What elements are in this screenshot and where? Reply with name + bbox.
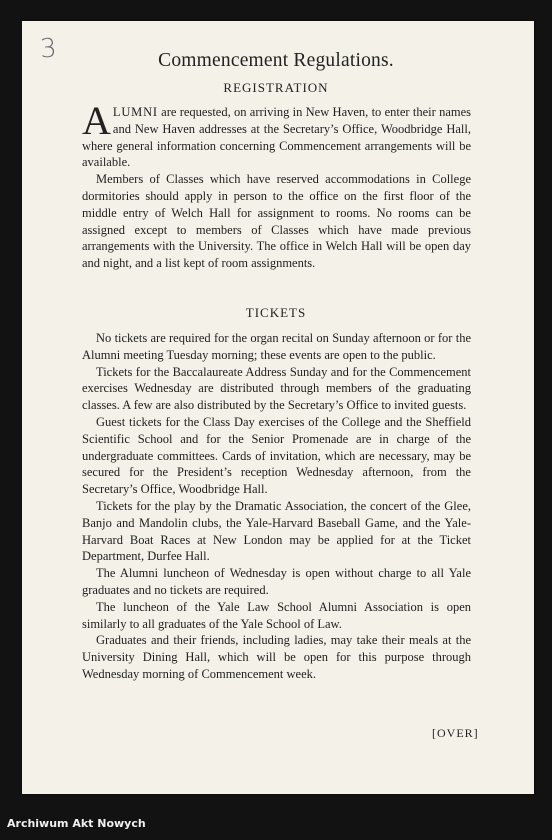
archive-footer [0,806,552,840]
registration-paragraph-1-text: are requested, on arriving in New Haven, to enter their names and New Haven addresses at the Secretary’s Office, Woodbridge Hall, where general information concerning Commencement arrangements will be available. [82,105,471,170]
tickets-paragraph: Tickets for the play by the Dramatic Association, the concert of the Glee, Banjo and Mandolin clubs, the Yale-Harvard Baseball Game, and the Yale-Harvard Boat Races at New London may be applied for at the Ticket Department, Durfee Hall. [82,498,471,564]
registration-paragraph-2: Members of Classes which have reserved accommodations in College dormitories should apply in person to the office on the first floor of the middle entry of Welch Hall for assignment to rooms. No rooms can be assigned except to members of Classes which have made previous arrangements with the University. The office in Welch Hall will be open day and night, and a list kept of room assignments. [82,172,471,271]
tickets-paragraph: Guest tickets for the Class Day exercises of the College and the Sheffield Scientific School and for the Senior Promenade are in charge of the undergraduate committees. Cards of invitation, which are necessary, may be secured for the President’s reception Wednesday afternoon, from the Secretary’s Office, Woodbridge Hall. [82,414,471,497]
page-title: Commencement Regulations. [158,50,394,71]
drop-cap: A [82,98,111,143]
tickets-paragraph: No tickets are required for the organ recital on Sunday afternoon or for the Alumni meeting Tuesday morning; these events are open to the public. [82,331,471,362]
archive-label: Archiwum Akt Nowych [7,817,146,830]
registration-heading: REGISTRATION [223,80,329,95]
tickets-paragraph: Tickets for the Baccalaureate Address Sunday and for the Commencement exercises Wednesday are distributed through members of the graduating classes. A few are also distributed by the Secretary’s Office to invited guests. [82,364,471,413]
tickets-paragraph: The luncheon of the Yale Law School Alumni Association is open similarly to all graduates of the Yale School of Law. [82,599,471,631]
registration-section [82,98,471,272]
first-word-rest: LUMNI [112,105,158,119]
tickets-heading: TICKETS [245,305,307,320]
handwritten-page-number: 3 [38,33,58,65]
tickets-section [82,330,471,683]
over-label: [OVER] [432,726,479,740]
tickets-paragraph: Graduates and their friends, including ladies, may take their meals at the University Dining Hall, which will be open for this purpose through Wednesday morning of Commencement week. [82,633,471,681]
registration-paragraph-1 [82,98,471,171]
tickets-paragraph: The Alumni luncheon of Wednesday is open without charge to all Yale graduates and no tickets are required. [82,566,471,597]
